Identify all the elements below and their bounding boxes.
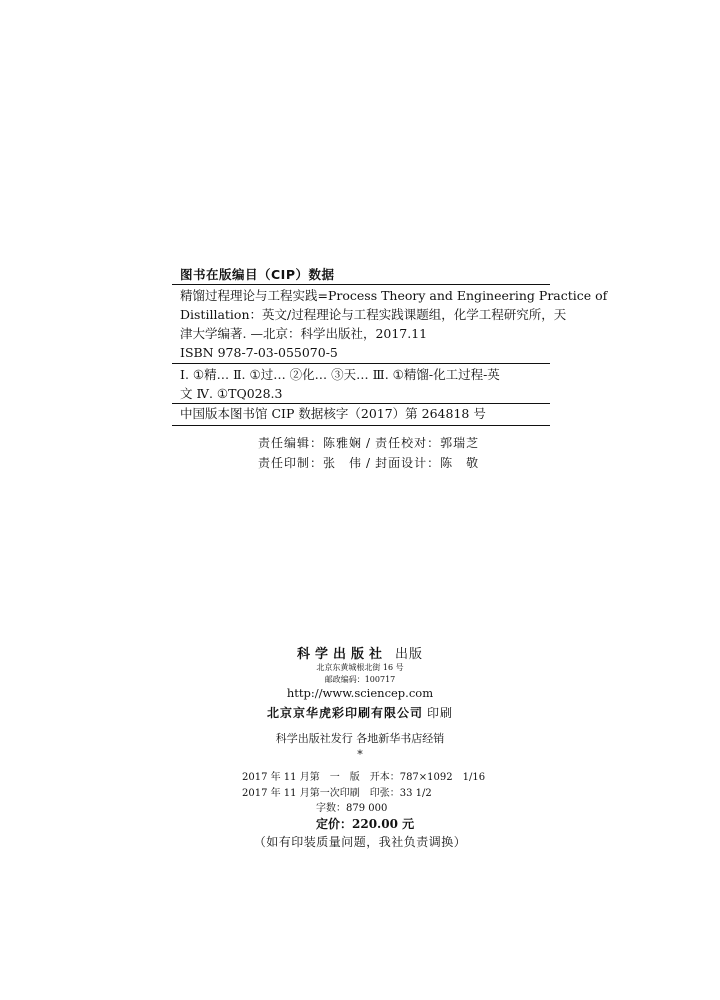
credits-separator: / (366, 436, 372, 450)
responsibility-credits (258, 433, 479, 473)
cip-bottom-rule (172, 425, 550, 426)
print-manager: 责任印制：张 伟 (258, 456, 363, 470)
printer-line (0, 704, 720, 721)
publisher-line (0, 643, 720, 662)
star-divider: * (357, 748, 363, 761)
printer-name: 北京京华虎彩印刷有限公司 (266, 706, 423, 720)
edition-info: 2017 年 11 月第 一 版 开本：787×1092 1/16 (242, 772, 486, 783)
cip-isbn: ISBN 978-7-03-055070-5 (180, 345, 338, 360)
distribution-info: 科学出版社发行 各地新华书店经销 (275, 732, 445, 745)
cip-middle-rule (172, 363, 550, 364)
cover-designer: 封面设计：陈 敬 (375, 456, 480, 470)
cip-heading: 图书在版编目（CIP）数据 (180, 267, 335, 282)
cip-record-number: 中国版本图书馆 CIP 数据核字（2017）第 264818 号 (180, 406, 486, 421)
cip-classification-line-2: 文 Ⅳ. ①TQ028.3 (180, 386, 283, 401)
cip-title-line-2: Distillation：英文/过程理论与工程实践课题组，化学工程研究所，天 (180, 307, 567, 322)
cip-record (180, 404, 546, 423)
cip-entry (180, 286, 608, 362)
word-count: 字数：879 000 (316, 803, 388, 814)
credits-separator: / (366, 456, 372, 470)
cip-title-line-3: 津大学编著. —北京：科学出版社，2017.11 (180, 326, 428, 341)
publisher-url: http://www.sciencep.com (286, 686, 434, 700)
credits-line-1 (258, 433, 479, 453)
responsible-editor: 责任编辑：陈雅娴 (258, 436, 363, 450)
responsible-proofreader: 责任校对：郭瑞芝 (375, 436, 480, 450)
publisher-suffix: 出版 (395, 647, 424, 662)
cip-classification-line-1: Ⅰ. ①精… Ⅱ. ①过… ②化… ③天… Ⅲ. ①精馏-化工过程-英 (180, 367, 500, 382)
credits-line-2 (258, 453, 479, 473)
cip-top-rule (172, 284, 550, 285)
quality-note: （如有印装质量问题，我社负责调换） (253, 835, 467, 849)
printing-info: 2017 年 11 月第一次印刷 印张：33 1/2 (242, 788, 432, 799)
publisher-name: 科学出版社 (296, 647, 387, 662)
printer-suffix: 印刷 (427, 706, 454, 720)
price: 定价：220.00 元 (316, 817, 415, 831)
cip-classification (180, 365, 546, 403)
publisher-address: 北京东黄城根北街 16 号 (316, 663, 404, 672)
publisher-postcode: 邮政编码：100717 (324, 675, 396, 684)
cip-title-line-1: 精馏过程理论与工程实践=Process Theory and Engineering Practice of (180, 288, 608, 303)
